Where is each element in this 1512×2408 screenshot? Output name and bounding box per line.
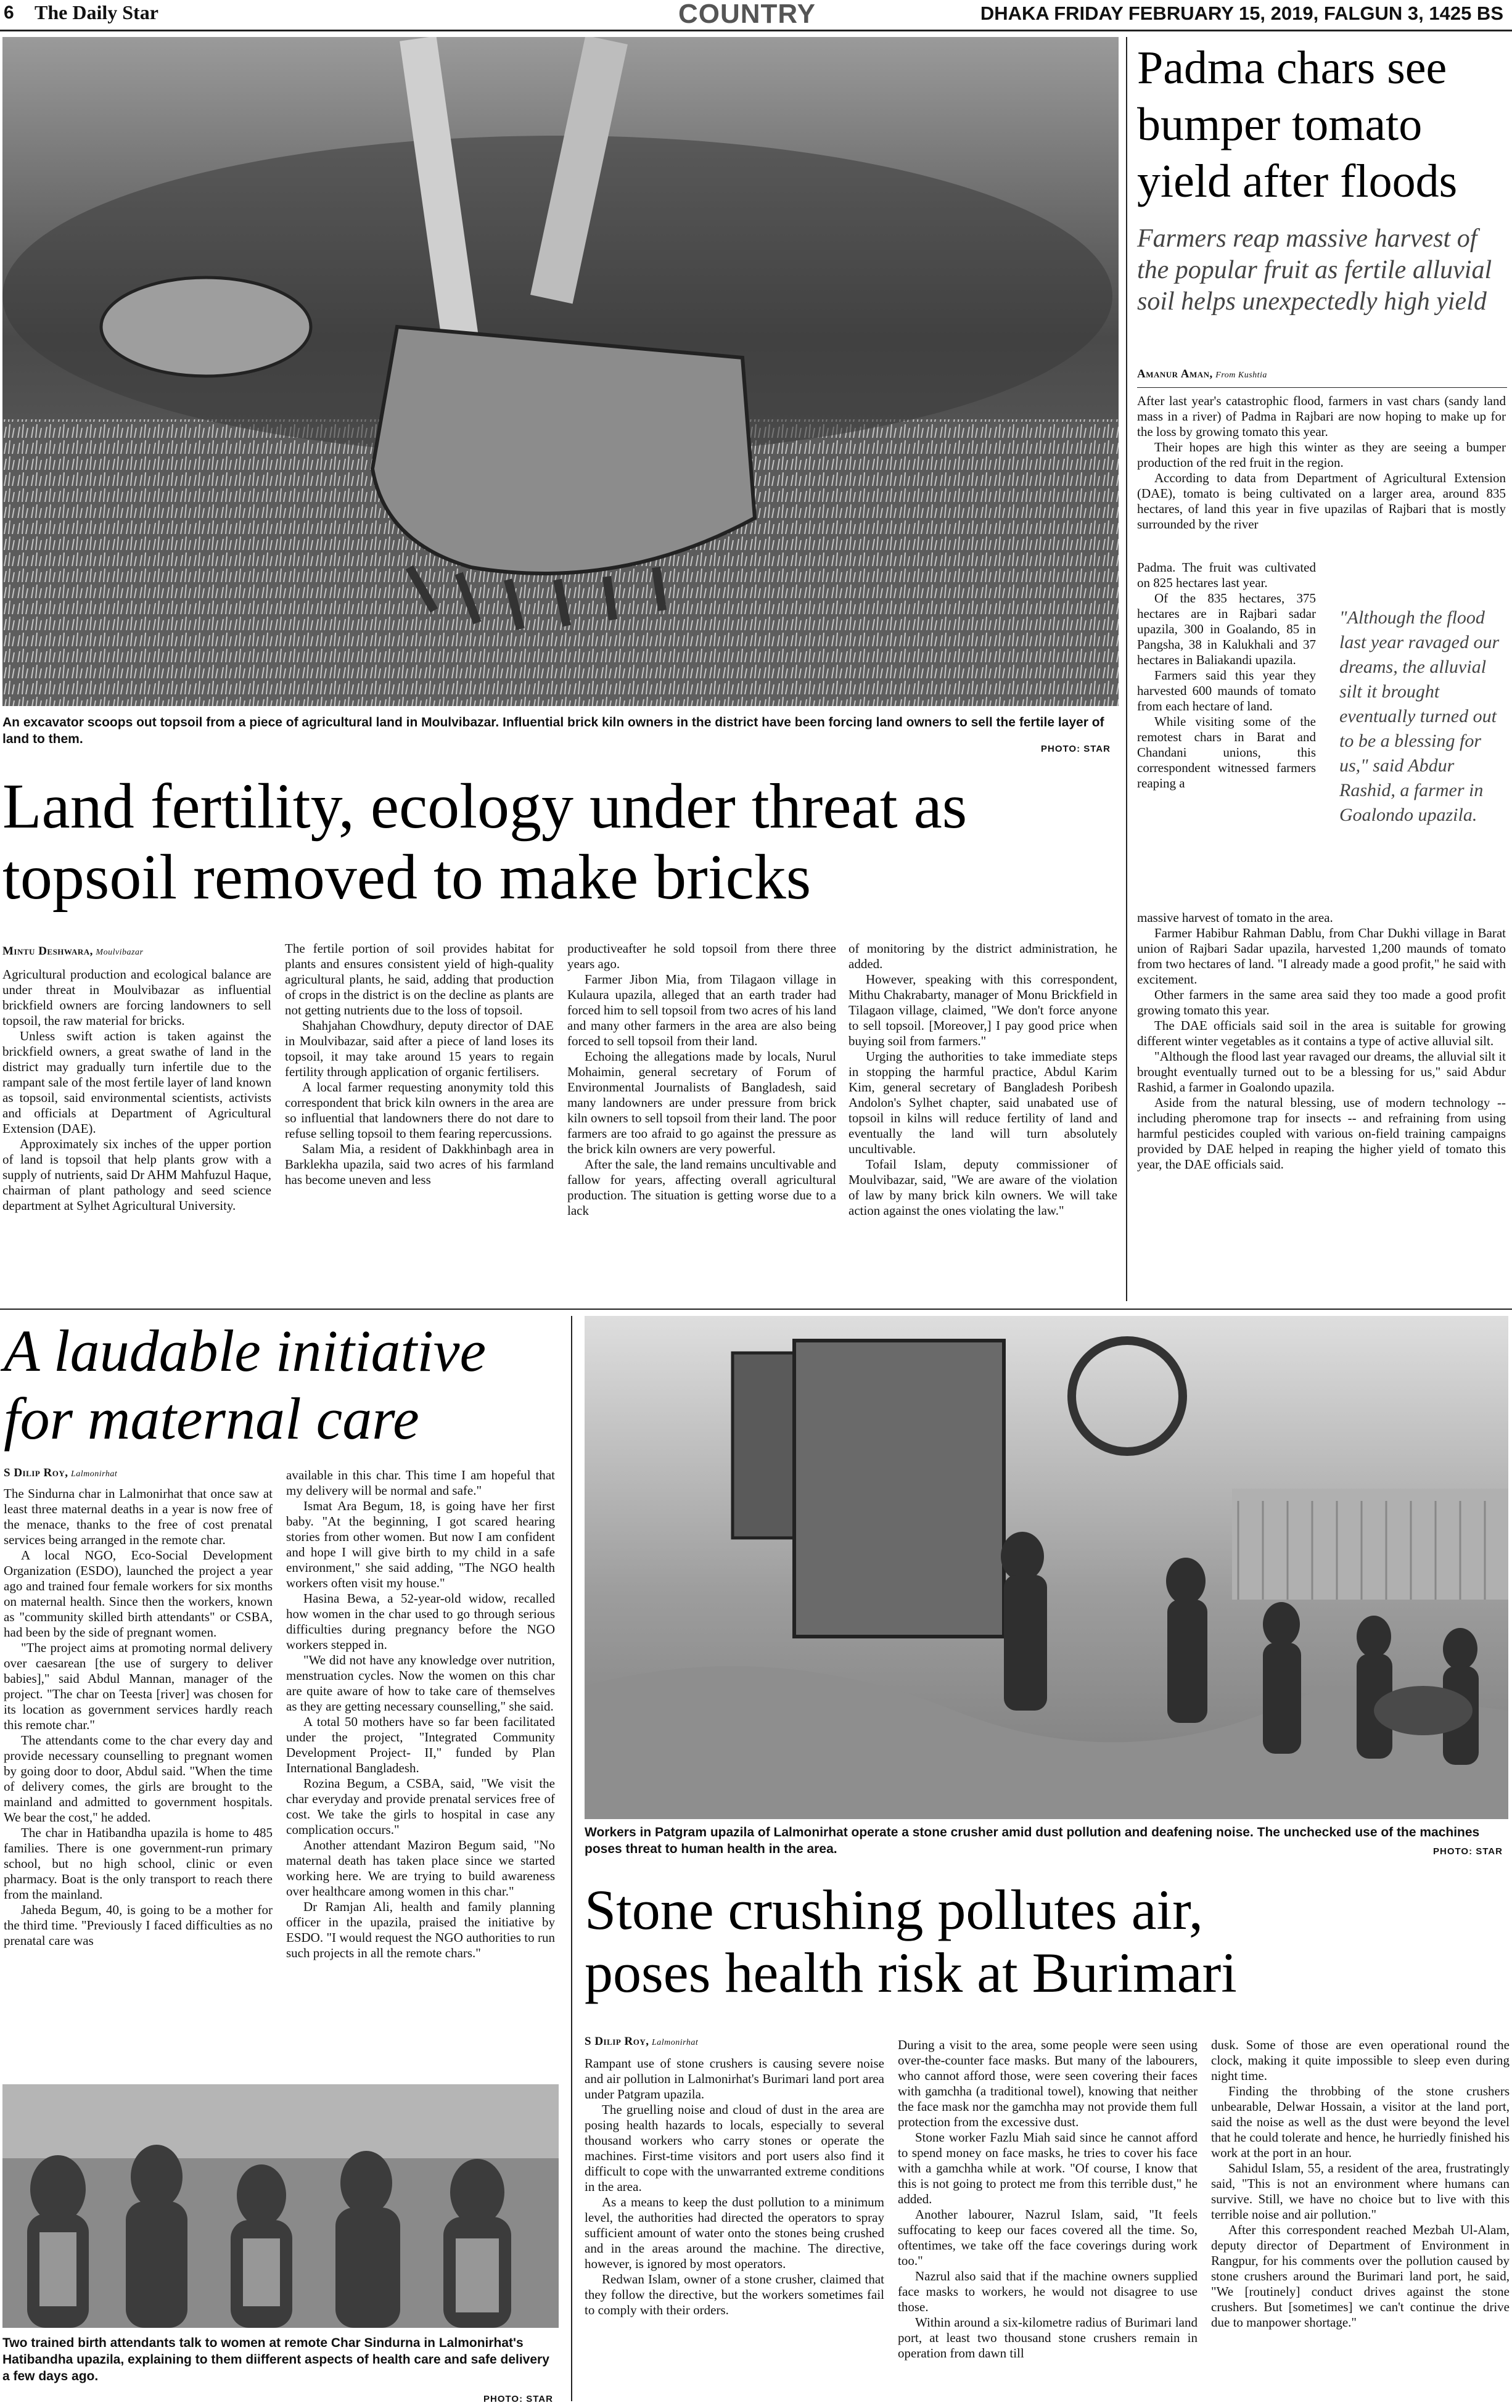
paragraph: Other farmers in the same area said they too made a good profit growing tomato this year. — [1137, 987, 1506, 1017]
paragraph: The char in Hatibandha upazila is home to 485 families. There is one government-run primary school, but no high school, clinic or even pharmacy. Boat is the only transport to reach there from the mainland. — [4, 1825, 273, 1902]
story2-pullquote: "Although the flood last year ravaged our dreams, the alluvial silt it brought eventually turned out to be a blessing for us," said Abdur Rashid, a farmer in Goalondo upazila. — [1339, 607, 1500, 825]
paragraph: Rampant use of stone crushers is causing severe noise and air pollution in Lalmonirhat's Burimari land port area under Patgram upazila. — [585, 2056, 884, 2102]
paragraph: productiveafter he sold topsoil from there three years ago. — [567, 941, 836, 971]
column-rule — [571, 1316, 572, 2401]
story1-column-1 — [2, 967, 271, 1300]
paper-name: The Daily Star — [35, 1, 158, 23]
paragraph: Within around a six-kilometre radius of Burimari land port, at least two thousand stone crushers remain in operation from dawn till — [898, 2315, 1198, 2361]
story4-headline — [585, 1878, 1237, 2004]
stone-crusher-photo — [585, 1316, 1508, 1819]
byline-rule — [1137, 387, 1507, 388]
paragraph: A total 50 mothers have so far been facilitated under the project, "Integrated Community Development Project- II," funded by Plan International Bangladesh. — [286, 1714, 555, 1775]
paragraph: The Sindurna char in Lalmonirhat that once saw at least three maternal deaths in a year is now free of the menace, thanks to the free of cost prenatal services being arranged in the remote char. — [4, 1486, 273, 1547]
paragraph: Ismat Ara Begum, 18, is going have her first baby. "At the beginning, I got scared hearing stories from other women. But now I am confident and hope I will give birth to my child in a safe environment," she said adding, "The NGO health workers often visit my house." — [286, 1498, 555, 1590]
paragraph: During a visit to the area, some people were seen using over-the-counter face masks. But many of the labourers, who cannot afford those, were seen covering their faces with gamchha (a traditional towel), knowing that neither the face mask nor the gamchha may not provide them full protection from the excessive dust. — [898, 2037, 1198, 2129]
story4-byline — [585, 2035, 698, 2048]
paragraph: Farmer Habibur Rahman Dablu, from Char Dukhi village in Barat union of Rajbari Sadar upazila, harvested 1,200 maunds of tomato from two hectares of land. "I already made a good profit," he said with excitement. — [1137, 926, 1506, 987]
byline-name: Amanur Aman, — [1137, 368, 1213, 380]
paragraph: Hasina Bewa, a 52-year-old widow, recalled how women in the char used to go through serious difficulties during pregnancy before the NGO workers stepped in. — [286, 1591, 555, 1652]
paragraph: The gruelling noise and cloud of dust in the area are posing health hazards to locals, especially to several thousand workers who carry stones or operate the machines. First-time visitors and port users also find it difficult to cope with the unwarranted extreme conditions in the area. — [585, 2102, 884, 2194]
story3-headline-line2: for maternal care — [4, 1386, 419, 1452]
paragraph: The DAE officials said soil in the area is suitable for growing different winter vegetables as it contains a type of active alluvial silt. — [1137, 1018, 1506, 1048]
story2-deck: Farmers reap massive harvest of the popular fruit as fertile alluvial soil helps unexpectedly high yield — [1137, 224, 1492, 316]
byline-name: Mintu Deshwara, — [2, 945, 93, 958]
story1-column-4 — [848, 941, 1117, 1300]
paragraph: Unless swift action is taken against the brickfield owners, a great swathe of land in the district may gradually turn infertile due to the rampant sale of the most fertile layer of land known as topsoil, said environmental scientists, activists and officials at Department of Agricultural Extension (DAE). — [2, 1029, 271, 1136]
section-title: COUNTRY — [678, 0, 816, 29]
paragraph: "Although the flood last year ravaged our dreams, the alluvial silt it brought eventually turned out to be a blessing for us," said Abdur Rashid, a farmer in Goalondo upazila. — [1137, 1049, 1506, 1095]
issue-date: DHAKA FRIDAY FEBRUARY 15, 2019, FALGUN 3, 1425 BS — [980, 2, 1503, 24]
byline-place: Lalmonirhat — [652, 2038, 699, 2047]
excavator-photo — [2, 37, 1119, 706]
paragraph: Aside from the natural blessing, use of modern technology -- including pheromone trap for insects -- and refraining from using harmful pesticides coupled with various on-field training campaigns provided by DAE helped in reaping the higher yield of tomato this year, the DAE officials said. — [1137, 1095, 1506, 1172]
paragraph: Farmer Jibon Mia, from Tilagaon village in Kulaura upazila, alleged that an earth trader had forced him to sell topsoil from two acres of his land and many other farmers in the area are also being forced to sell topsoil from their land. — [567, 972, 836, 1048]
paragraph: Echoing the allegations made by locals, Nurul Mohaimin, general secretary of Forum of Environmental Journalists of Bangladesh, said many landowners are under pressure from brick kiln owners to sell topsoil from their land. The poor farmers are too afraid to go against the pressure as the brick kiln owners are very powerful. — [567, 1049, 836, 1156]
paragraph: dusk. Some of those are even operational round the clock, making it quite impossible to sleep even during night time. — [1211, 2037, 1510, 2083]
story3-headline — [4, 1317, 486, 1453]
paragraph: Another attendant Maziron Begum said, "No maternal death has taken place since we started working here. We are trying to build awareness over healthcare among women in this char." — [286, 1838, 555, 1899]
byline-place: Lalmonirhat — [71, 1469, 118, 1479]
byline-name: S Dilip Roy, — [4, 1466, 68, 1479]
story1-column-3 — [567, 941, 836, 1300]
story3-headline-line1: A laudable initiative — [4, 1318, 487, 1384]
story2-headline: Padma chars see bumper tomato yield after floods — [1137, 42, 1458, 207]
story1-column-2 — [285, 941, 554, 1300]
paragraph: Their hopes are high this winter as they are seeing a bumper production of the red fruit in the region. — [1137, 440, 1506, 470]
paragraph: Tofail Islam, deputy commissioner of Moulvibazar, said, "We are aware of the violation of law by many brick kiln owners. We will take action against the ones violating the law." — [848, 1157, 1117, 1218]
paragraph: Of the 835 hectares, 375 hectares are in Rajbari sadar upazila, 300 in Goalando, 85 in Pangsha, 38 in Kalukhali and 37 hectares in Baliakandi upazila. — [1137, 591, 1316, 667]
paragraph: Nazrul also said that if the machine owners supplied face masks to workers, he would not disagree to use those. — [898, 2269, 1198, 2314]
story3-photo-credit: PHOTO: STAR — [483, 2394, 553, 2404]
paragraph: of monitoring by the district administration, he added. — [848, 941, 1117, 971]
story4-photo-credit: PHOTO: STAR — [1433, 1846, 1503, 1857]
paragraph: According to data from Department of Agricultural Extension (DAE), tomato is being cultivated on a larger area, around 835 hectares, of land this year in five upazilas of Rajbari that is mostly surrounded by the river — [1137, 471, 1506, 532]
paragraph: After the sale, the land remains uncultivable and fallow for years, affecting overall agricultural production. The situation is getting worse due to a lack — [567, 1157, 836, 1218]
paragraph: A local farmer requesting anonymity told this correspondent that brick kiln owners in the area are so influential that landowners there do not dare to refuse selling topsoil to them fearing repercussions. — [285, 1080, 554, 1141]
paragraph: Rozina Begum, a CSBA, said, "We visit the char everyday and provide prenatal services free of cost. We take the girls to hospital in case any complication occurs." — [286, 1776, 555, 1837]
paragraph: Agricultural production and ecological balance are under threat in Moulvibazar as influential brickfield owners are forcing landowners to sell topsoil, the raw material for bricks. — [2, 967, 271, 1028]
paragraph: Finding the throbbing of the stone crushers unbearable, Delwar Hossain, a visitor at the land port, said the noise as well as the dust were beyond the level that he could tolerate and hence, he hurriedly finished his work at the port in an hour. — [1211, 2084, 1510, 2160]
byline-place: Moulvibazar — [96, 948, 144, 957]
story3-caption: Two trained birth attendants talk to women at remote Char Sindurna in Lalmonirhat's Hatibandha upazila, explaining to them diifferent aspects of health care and safe delivery a few days ago. — [2, 2336, 549, 2383]
story2-column-top — [1137, 393, 1506, 560]
paragraph: massive harvest of tomato in the area. — [1137, 910, 1333, 925]
paragraph: As a means to keep the dust pollution to a minimum level, the authorities had directed the operators to spray sufficient amount of water onto the stones being crushed and in the areas around the machine. The directive, however, is ignored by most operators. — [585, 2195, 884, 2271]
paragraph: The attendants come to the char every day and provide necessary counselling to pregnant women by going door to door, Abdul said. "When the time of delivery comes, the girls are brought to the mainland and admitted to government hospitals. We bear the cost," he added. — [4, 1733, 273, 1825]
story3-column-2 — [286, 1468, 555, 2078]
byline-place: From Kushtia — [1215, 371, 1267, 380]
paragraph: Redwan Islam, owner of a stone crusher, claimed that they follow the directive, but the workers sometimes fail to comply with their orders. — [585, 2272, 884, 2317]
paragraph: After this correspondent reached Mezbah Ul-Alam, deputy director of Department of Environment in Rangpur, for his comments over the pollution caused by stone crushers around the Burimari land port, he said, "We [routinely] conduct drives against the stone crushers. But [sometimes] we can't continue the drive due to manpower shortage." — [1211, 2222, 1510, 2330]
paragraph: Padma. The fruit was cultivated on 825 hectares last year. — [1137, 560, 1316, 590]
paragraph: available in this char. This time I am hopeful that my delivery will be normal and safe." — [286, 1468, 555, 1498]
paragraph: Stone worker Fazlu Miah said since he cannot afford to spend money on face masks, he tries to cover his face with a gamchha while at work. "Of course, I know that this is not going to protect me from this terrible dust," he added. — [898, 2130, 1198, 2206]
section-divider — [0, 1309, 1512, 1310]
paragraph: Salam Mia, a resident of Dakkhinbagh area in Barklekha upazila, said two acres of his farmland has become uneven and less — [285, 1141, 554, 1187]
paragraph: Shahjahan Chowdhury, deputy director of DAE in Moulvibazar, said after a piece of land loses its topsoil, it may take around 15 years to regain fertility through application of organic fertilisers. — [285, 1018, 554, 1079]
page-number: 6 — [4, 2, 14, 23]
story2-byline — [1137, 368, 1267, 381]
story4-column-1 — [585, 2056, 884, 2405]
story4-caption: Workers in Patgram upazila of Lalmonirhat operate a stone crusher amid dust pollution and deafening noise. The unchecked use of the machines poses threat to human health in the area. — [585, 1825, 1480, 1856]
story3-byline — [4, 1466, 117, 1480]
paragraph: While visiting some of the remotest chars in Barat and Chandani unions, this correspondent witnessed farmers reaping a — [1137, 714, 1316, 791]
story1-byline — [2, 945, 143, 958]
paragraph: After last year's catastrophic flood, farmers in vast chars (sandy land mass in a river) of Padma in Rajbari are now hoping to make up for the loss by growing tomato this year. — [1137, 393, 1506, 439]
story1-headline-line1: Land fertility, ecology under threat as — [2, 771, 968, 842]
paragraph: Another labourer, Nazrul Islam, said, "It feels suffocating to keep our faces covered all the time. So, oftentimes, we take off the face coverings during work too." — [898, 2207, 1198, 2268]
paragraph: Dr Ramjan Ali, health and family planning officer in the upazila, praised the initiative by ESDO. "I would request the NGO authorities to run such projects in all the remote chars." — [286, 1899, 555, 1960]
paragraph: A local NGO, Eco-Social Development Organization (ESDO), launched the project a year ago and trained four female workers for six months on maternal health. Since then the workers, known as "community skilled birth attendants" or CSBA, had been by the side of pregnant women. — [4, 1548, 273, 1640]
story4-column-3 — [1211, 2037, 1510, 2405]
masthead-rule — [0, 30, 1512, 31]
paragraph: However, speaking with this correspondent, Mithu Chakrabarty, manager of Monu Brickfield in Tilagaon village, claimed, "We don't force anyone to sell topsoil. [Moreover,] I pay good price when buying soil from farmers." — [848, 972, 1117, 1048]
story4-headline-line1: Stone crushing pollutes air, — [585, 1878, 1204, 1941]
story4-column-2 — [898, 2037, 1198, 2405]
story3-column-1 — [4, 1486, 273, 2078]
story2-column-bottom — [1137, 910, 1506, 1301]
byline-name: S Dilip Roy, — [585, 2035, 649, 2048]
paragraph: Farmers said this year they harvested 600 maunds of tomato from each hectare of land. — [1137, 668, 1316, 713]
paragraph: "We did not have any knowledge over nutrition, menstruation cycles. Now the women on this char are quite aware of how to take care of themselves as they are getting necessary counselling," she said. — [286, 1653, 555, 1714]
paragraph: Approximately six inches of the upper portion of land is topsoil that help plants grow with a supply of nutrients, said Dr AHM Mahfuzul Haque, chairman of plant pathology and seed science department at Sylhet Agricultural University. — [2, 1136, 271, 1213]
paragraph: "The project aims at promoting normal delivery over caesarean [the use of surgery to deliver babies]," said Abdul Mannan, manager of the project. "The char on Teesta [river] was chosen for its location as government services hardly reach this remote char." — [4, 1640, 273, 1732]
paragraph: The fertile portion of soil provides habitat for plants and ensures consistent yield of high-quality agricultural plants, he said, adding that production of crops in the district is on the decline as plants are not getting nutrients due to the loss of topsoil. — [285, 941, 554, 1017]
paragraph: Jaheda Begum, 40, is going to be a mother for the third time. "Previously I faced difficulties as no prenatal care was — [4, 1902, 273, 1948]
paragraph: Sahidul Islam, 55, a resident of the area, frustratingly said, "This is not an environment where humans can survive. Still, we have no choice but to live with this terrible noise and air pollution." — [1211, 2161, 1510, 2222]
story1-headline — [2, 771, 967, 913]
birth-attendants-photo — [2, 2084, 559, 2328]
story4-headline-line2: poses health risk at Burimari — [585, 1941, 1237, 2004]
story1-caption: An excavator scoops out topsoil from a piece of agricultural land in Moulvibazar. Influential brick kiln owners in the district have been forcing land owners to sell the fertile layer of land to them. — [2, 715, 1104, 746]
story2-column-narrow — [1137, 560, 1316, 910]
paragraph: Urging the authorities to take immediate steps in stopping the harmful practice, Abdul Karim Kim, general secretary of Bangladesh Poribesh Andolon's Sylhet chapter, said unabated use of topsoil in kilns will reduce fertility of land and eventually the land will turn absolutely uncultivable. — [848, 1049, 1117, 1156]
column-rule — [1126, 37, 1127, 1301]
story1-headline-line2: topsoil removed to make bricks — [2, 842, 811, 913]
story1-photo-credit: PHOTO: STAR — [1041, 744, 1111, 754]
